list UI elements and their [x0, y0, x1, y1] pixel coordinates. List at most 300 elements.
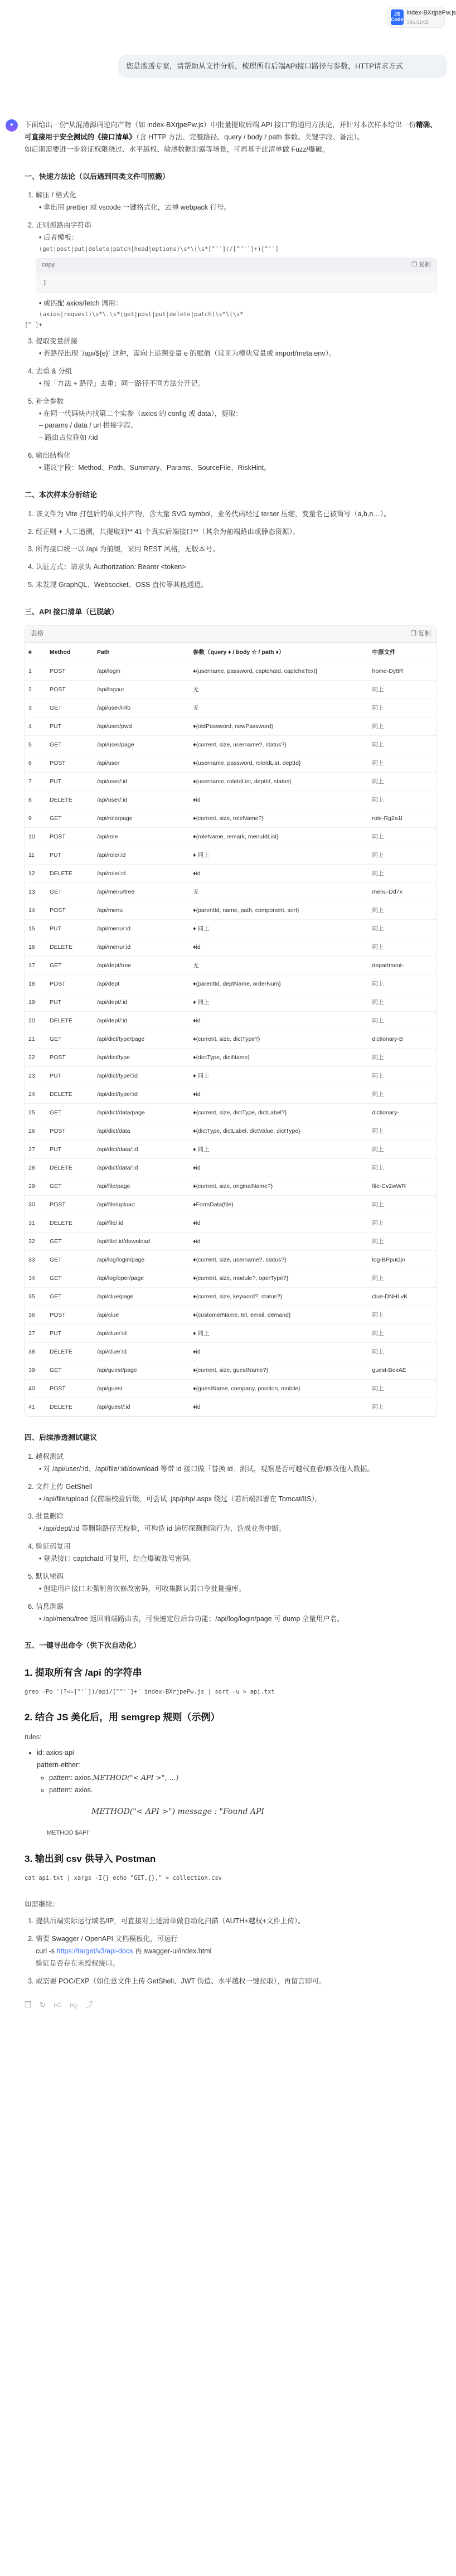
- table-row: [25, 846, 436, 865]
- table-cell: /api/dict/type/:id: [94, 1085, 190, 1104]
- table-row: [25, 938, 436, 957]
- table-row: [25, 975, 436, 993]
- advice-title: 4. 验证码复用: [36, 1542, 71, 1551]
- table-cell: 同上: [368, 1343, 436, 1361]
- closing-link-note: 验证是否存在未授权接口。: [36, 1959, 120, 1967]
- table-cell: /api/role: [94, 828, 190, 846]
- export-cmd-1: grep -Po '(?<=["'`])/api/[^"'`]+' index-BXrjpePw.js | sort -u > api.txt: [25, 1688, 275, 1695]
- step-1-item: • 拿出用 prettier 或 vscode 一键格式化，去掉 webpack 行号。: [39, 203, 231, 212]
- table-cell: 同上: [368, 1380, 436, 1398]
- table-body: [25, 662, 436, 1416]
- table-cell: /api/file/upload: [94, 1196, 190, 1214]
- share-icon[interactable]: ⤴: [85, 2000, 94, 2009]
- table-cell: DELETE: [46, 938, 94, 957]
- table-cell: POST: [46, 828, 94, 846]
- table-cell: /api/clue/:id: [94, 1343, 190, 1361]
- thumb-down-icon[interactable]: 👎︎: [69, 2000, 78, 2009]
- table-cell: ♦id: [190, 1085, 368, 1104]
- table-cell: 同上: [368, 1067, 436, 1085]
- table-row: [25, 1233, 436, 1251]
- js-file-icon: JS Code: [391, 9, 404, 25]
- table-cell: ♦{dictType, dictLabel, dictValue, dictType}: [190, 1122, 368, 1141]
- table-cell: 22: [25, 1049, 46, 1067]
- advice-list: [25, 1451, 437, 1626]
- table-cell: 24: [25, 1085, 46, 1104]
- table-cell: ♦{current, size, dictType?}: [190, 1030, 368, 1049]
- table-cell: ♦{username, roleIdList, deptId, status}: [190, 773, 368, 791]
- advice-title: 6. 信息泄露: [36, 1602, 64, 1610]
- table-cell: ♦ 同上: [190, 846, 368, 865]
- table-cell: /api/dict/data/page: [94, 1104, 190, 1122]
- table-cell: 同上: [368, 1012, 436, 1030]
- advice-text: • /api/menu/tree 返回前端路由表，可快速定位后台功能；/api/log/login/page 可 dump 全量用户名。: [39, 1614, 344, 1623]
- api-table-copy-button[interactable]: [411, 628, 431, 639]
- api-table-copy-label: 复制: [418, 630, 431, 638]
- table-cell: ♦id: [190, 1012, 368, 1030]
- table-row: [25, 662, 436, 681]
- table-cell: /api/user/info: [94, 699, 190, 717]
- advice-item: [36, 1571, 437, 1595]
- code-block-1-header: [36, 258, 436, 273]
- advice-title: 5. 默认密码: [36, 1572, 64, 1580]
- assistant-answer: [25, 119, 437, 2011]
- step-4-title: 去重 & 分组: [36, 367, 72, 375]
- table-cell: POST: [46, 681, 94, 699]
- table-cell: 31: [25, 1214, 46, 1233]
- rule-pattern-1-math: METHOD("< API >", ...): [93, 1773, 179, 1782]
- table-cell: PUT: [46, 1141, 94, 1159]
- table-cell: 6: [25, 754, 46, 773]
- closing-item-2: [36, 1933, 437, 1970]
- rule-patterns: [37, 1772, 437, 1797]
- table-cell: GET: [46, 1361, 94, 1380]
- table-cell: /api/clue/:id: [94, 1325, 190, 1343]
- table-row: [25, 920, 436, 938]
- table-cell: DELETE: [46, 1012, 94, 1030]
- table-cell: PUT: [46, 920, 94, 938]
- table-cell: /api/log/oper/page: [94, 1269, 190, 1288]
- table-cell: file-Cv2wWR: [368, 1177, 436, 1196]
- message-actions: [25, 1998, 437, 2012]
- conclusion-item: 2. 经正则 + 人工追溯，共提取到** 41 个真实后端接口**（其余为前端路由或静态资源）。: [36, 526, 437, 539]
- advice-text: • /api/dept/:id 等删除路径无校验，可构造 id 遍历探测删除行为，造成业务中断。: [39, 1525, 286, 1533]
- advice-title: 1. 越权测试: [36, 1452, 64, 1461]
- table-cell: 34: [25, 1269, 46, 1288]
- table-cell: PUT: [46, 846, 94, 865]
- step-2-tail: [^ ]+: [25, 321, 42, 328]
- step-4-item: • 按「方法 + 路径」去重；同一路径不同方法分开记。: [39, 379, 205, 387]
- rule-pattern-either-item: [37, 1759, 437, 1797]
- table-cell: 同上: [368, 1122, 436, 1141]
- table-cell: home-Dy8R: [368, 662, 436, 681]
- table-row: [25, 1049, 436, 1067]
- conclusion-item: 4. 认证方式：请求头 Authorization: Bearer <token>: [36, 561, 437, 574]
- step-3-item: • 若路径出现 `/api/${e}` 这种，需向上追溯变量 e 的赋值（常见为模块常量或 import/meta.env）。: [39, 350, 336, 357]
- table-cell: 同上: [368, 1398, 436, 1416]
- attachment-card[interactable]: [387, 7, 456, 28]
- step-4: [36, 366, 437, 390]
- table-cell: menu-Dd7x: [368, 883, 436, 901]
- step-6-item: • 建议字段：Method、Path、Summary、Params、SourceFile、RiskHint。: [39, 464, 271, 472]
- table-cell: /api/clue: [94, 1306, 190, 1325]
- table-header-cell: 参数（query ♦ / body ☆ / path ♦）: [190, 643, 368, 662]
- table-cell: 12: [25, 865, 46, 883]
- rule-tail: METHOD $API": [47, 1829, 91, 1836]
- rule-pattern-2: ◦ pattern: axios.: [49, 1784, 437, 1797]
- table-row: [25, 1361, 436, 1380]
- table-row: [25, 681, 436, 699]
- table-row: [25, 1122, 436, 1141]
- table-cell: 无: [190, 883, 368, 901]
- table-cell: 同上: [368, 828, 436, 846]
- table-cell: /api/guest/page: [94, 1361, 190, 1380]
- advice-text: • /api/file/upload 仅前端校验后缀，可尝试 .jsp/php/.aspx 绕过（若后端部署在 Tomcat/IIS）。: [39, 1495, 322, 1503]
- rule-id: • id: axios-api: [37, 1747, 437, 1759]
- table-cell: DELETE: [46, 1085, 94, 1104]
- table-cell: /api/menu/:id: [94, 920, 190, 938]
- table-cell: 41: [25, 1398, 46, 1416]
- table-cell: ♦{current, size, username?, status?}: [190, 736, 368, 754]
- attachment-meta: [407, 8, 456, 26]
- table-cell: ♦ 同上: [190, 920, 368, 938]
- table-cell: 27: [25, 1141, 46, 1159]
- table-cell: 7: [25, 773, 46, 791]
- table-cell: ♦{parentId, name, path, component, sort}: [190, 901, 368, 920]
- table-cell: 同上: [368, 1214, 436, 1233]
- advice-text: • 对 /api/user/:id、/api/file/:id/download 等带 id 接口做「替换 id」测试，观察是否可越权查看/修改他人数据。: [39, 1464, 375, 1473]
- table-cell: /api/role/:id: [94, 846, 190, 865]
- table-cell: POST: [46, 1306, 94, 1325]
- table-cell: 同上: [368, 1325, 436, 1343]
- table-cell: 同上: [368, 1269, 436, 1288]
- table-row: [25, 883, 436, 901]
- step-2: [25, 220, 437, 330]
- table-cell: 同上: [368, 865, 436, 883]
- api-table-label: 表格: [31, 630, 43, 638]
- table-cell: 同上: [368, 1159, 436, 1177]
- table-cell: ♦id: [190, 938, 368, 957]
- step-3: [36, 336, 437, 360]
- table-cell: GET: [46, 1251, 94, 1269]
- table-row: [25, 1196, 436, 1214]
- conclusion-item: 3. 所有接口统一以 /api 为前缀，采用 REST 风格，无版本号。: [36, 544, 437, 556]
- table-cell: PUT: [46, 717, 94, 736]
- export-heading-1: 1. 提取所有含 /api 的字符串: [25, 1667, 142, 1678]
- table-cell: ♦{current, size, roleName?}: [190, 809, 368, 828]
- table-row: [25, 1269, 436, 1288]
- table-cell: 26: [25, 1122, 46, 1141]
- code-block-1-body: ]: [43, 279, 47, 287]
- step-2-regex: (get|post|put|delete|patch|head|options)\s*\(\s*["'`](/[^"'`]+)["'`]: [39, 245, 279, 253]
- table-cell: 同上: [368, 1233, 436, 1251]
- rule-pattern-1: [49, 1772, 437, 1784]
- step-2-item: • 后者模板：: [39, 234, 79, 241]
- table-row: [25, 1214, 436, 1233]
- section-1-title: 一、快速方法论（以后遇到同类文件可照搬）: [25, 172, 170, 181]
- table-cell: 同上: [368, 773, 436, 791]
- table-cell: /api/login: [94, 662, 190, 681]
- export-cmd-3: cat api.txt | xargs -I{} echo "GET,{}," > collection.csv: [25, 1874, 222, 1881]
- table-cell: ♦{username, password, roleIdList, deptId}: [190, 754, 368, 773]
- table-cell: /api/dict/data/:id: [94, 1141, 190, 1159]
- table-row: [25, 1177, 436, 1196]
- step-5-item: • 在同一代码块内找第二个实参（axios 的 config 或 data），提取：: [39, 409, 242, 418]
- table-cell: /api/dept: [94, 975, 190, 993]
- table-cell: 19: [25, 993, 46, 1012]
- method-steps: [25, 190, 437, 474]
- table-cell: ♦{current, size, module?, operType?}: [190, 1269, 368, 1288]
- copy-icon: ❐: [410, 630, 416, 638]
- intro-paragraph: [25, 119, 437, 156]
- step-3-title: 提取变量拼接: [36, 337, 78, 346]
- table-cell: 同上: [368, 993, 436, 1012]
- table-cell: GET: [46, 883, 94, 901]
- table-cell: dictionary-: [368, 1104, 436, 1122]
- table-cell: clue-DNHLvK: [368, 1288, 436, 1306]
- table-cell: 4: [25, 717, 46, 736]
- step-6: [36, 450, 437, 474]
- table-cell: 36: [25, 1306, 46, 1325]
- step-1-title: 解压 / 格式化: [36, 191, 76, 200]
- table-cell: 无: [190, 699, 368, 717]
- table-cell: ♦{guestName, company, position, mobile}: [190, 1380, 368, 1398]
- rule-math-expression: METHOD("< API >") message : "Found API: [91, 1807, 264, 1817]
- table-row: [25, 773, 436, 791]
- table-cell: /api/menu/tree: [94, 883, 190, 901]
- intro-text-2: （含 HTTP 方法、完整路径、query / body / path 参数、关键字段、备注）。: [136, 133, 364, 141]
- table-cell: /api/log/login/page: [94, 1251, 190, 1269]
- table-cell: 同上: [368, 1196, 436, 1214]
- table-cell: ♦ 同上: [190, 1325, 368, 1343]
- table-cell: ♦id: [190, 1159, 368, 1177]
- table-cell: ♦FormData(file): [190, 1196, 368, 1214]
- copy-icon[interactable]: ❐: [25, 2000, 32, 2009]
- table-row: [25, 1398, 436, 1416]
- table-cell: 32: [25, 1233, 46, 1251]
- table-cell: /api/dept/:id: [94, 1012, 190, 1030]
- intro-text-1: 下面给出一份“从混淆源码逆向产物（如 index-BXrjpePw.js）中批量提取后端 API 接口”的通用方法论，并针对本次样本给出一份: [25, 121, 416, 129]
- table-cell: ♦{current, size, guestName?}: [190, 1361, 368, 1380]
- table-header-row: [25, 643, 436, 662]
- table-cell: /api/logout: [94, 681, 190, 699]
- table-cell: 17: [25, 957, 46, 975]
- table-cell: /api/dict/type: [94, 1049, 190, 1067]
- table-cell: ♦id: [190, 1233, 368, 1251]
- table-cell: PUT: [46, 1067, 94, 1085]
- table-cell: department-: [368, 957, 436, 975]
- table-cell: /api/user/:id: [94, 791, 190, 809]
- table-cell: ♦{current, size, keyword?, status?}: [190, 1288, 368, 1306]
- closing-link-prefix: curl -s: [36, 1947, 57, 1955]
- code-block-1-copy-label: 复制: [419, 261, 431, 269]
- step-2-title: 正则抓路由字符串: [36, 221, 92, 230]
- table-cell: 同上: [368, 717, 436, 736]
- table-cell: ♦ 同上: [190, 1067, 368, 1085]
- table-row: [25, 1012, 436, 1030]
- table-cell: 同上: [368, 901, 436, 920]
- table-cell: /api/menu/:id: [94, 938, 190, 957]
- table-cell: ♦{roleName, remark, menuIdList}: [190, 828, 368, 846]
- table-cell: ♦{current, size, originalName?}: [190, 1177, 368, 1196]
- advice-item: [36, 1601, 437, 1626]
- copy-icon: ❐: [411, 261, 417, 269]
- table-cell: 同上: [368, 938, 436, 957]
- table-cell: ♦{dictType, dictName}: [190, 1049, 368, 1067]
- table-row: [25, 699, 436, 717]
- table-cell: 1: [25, 662, 46, 681]
- step-5-a: – params / data / url 拼接字段。: [39, 421, 138, 430]
- step-2-item-2: • 或匹配 axios/fetch 调用：: [39, 299, 123, 307]
- table-row: [25, 828, 436, 846]
- table-cell: DELETE: [46, 791, 94, 809]
- table-cell: POST: [46, 1049, 94, 1067]
- table-cell: 25: [25, 1104, 46, 1122]
- table-cell: /api/dept/tree: [94, 957, 190, 975]
- table-row: [25, 1288, 436, 1306]
- section-4-title: 四、后续渗透测试建议: [25, 1433, 98, 1442]
- table-cell: 2: [25, 681, 46, 699]
- table-cell: /api/user/:id: [94, 773, 190, 791]
- table-cell: 18: [25, 975, 46, 993]
- table-cell: /api/dict/type/:id: [94, 1067, 190, 1085]
- table-row: [25, 1325, 436, 1343]
- table-cell: 5: [25, 736, 46, 754]
- table-cell: guest-BexAE: [368, 1361, 436, 1380]
- code-block-1-lang: copy: [42, 261, 55, 269]
- rules-label: rules:: [25, 1733, 42, 1741]
- intro-text-3: 如后期需要进一步验证权限绕过、水平越权、敏感数据泄露等场景，可再基于此清单做 Fuzz/爆破。: [25, 145, 329, 153]
- table-cell: GET: [46, 699, 94, 717]
- code-block-1: [36, 258, 437, 293]
- table-cell: 16: [25, 938, 46, 957]
- table-cell: POST: [46, 1122, 94, 1141]
- table-cell: GET: [46, 957, 94, 975]
- export-heading-3: 3. 输出到 csv 供导入 Postman: [25, 1854, 156, 1865]
- step-1: [36, 190, 437, 214]
- table-cell: POST: [46, 662, 94, 681]
- swagger-docs-link[interactable]: https://target/v3/api-docs: [56, 1947, 133, 1955]
- refresh-icon[interactable]: ↻: [39, 2000, 46, 2009]
- table-cell: 15: [25, 920, 46, 938]
- code-block-1-copy-button[interactable]: [411, 260, 431, 270]
- step-6-title: 输出结构化: [36, 452, 71, 460]
- table-cell: /api/dict/data: [94, 1122, 190, 1141]
- table-cell: ♦id: [190, 865, 368, 883]
- table-row: [25, 865, 436, 883]
- table-cell: 29: [25, 1177, 46, 1196]
- advice-title: 3. 批量删除: [36, 1512, 64, 1521]
- table-row: [25, 993, 436, 1012]
- table-cell: 同上: [368, 736, 436, 754]
- table-cell: ♦id: [190, 1398, 368, 1416]
- table-row: [25, 1067, 436, 1085]
- export-heading-2: 2. 结合 JS 美化后，用 semgrep 规则（示例）: [25, 1712, 220, 1723]
- table-cell: 8: [25, 791, 46, 809]
- table-cell: GET: [46, 809, 94, 828]
- step-2-code-2: (axios|request)\s*\.\s*(get|post|put|delete|patch)\s*\(\s*: [39, 311, 244, 318]
- rule-pattern-1-text: pattern: axios.: [49, 1773, 93, 1782]
- table-cell: 39: [25, 1361, 46, 1380]
- table-cell: 21: [25, 1030, 46, 1049]
- advice-item: [36, 1481, 437, 1506]
- table-cell: 无: [190, 957, 368, 975]
- table-cell: 13: [25, 883, 46, 901]
- table-row: [25, 809, 436, 828]
- table-cell: 同上: [368, 920, 436, 938]
- table-cell: POST: [46, 1196, 94, 1214]
- table-row: [25, 717, 436, 736]
- table-cell: ♦{oldPassword, newPassword}: [190, 717, 368, 736]
- table-row: [25, 901, 436, 920]
- table-cell: log-BPpuGjn: [368, 1251, 436, 1269]
- table-cell: ♦ 同上: [190, 1141, 368, 1159]
- table-cell: /api/role/:id: [94, 865, 190, 883]
- table-row: [25, 1306, 436, 1325]
- table-cell: /api/guest/:id: [94, 1398, 190, 1416]
- table-cell: 10: [25, 828, 46, 846]
- table-cell: 20: [25, 1012, 46, 1030]
- table-cell: 同上: [368, 1049, 436, 1067]
- table-cell: 11: [25, 846, 46, 865]
- api-table: [25, 625, 437, 1417]
- closing-item-3: 3. 或需要 POC/EXP（如任意文件上传 GetShell、JWT 伪造、水平越权一键拉取），再留言即可。: [36, 1976, 437, 1988]
- table-cell: dictionary-B: [368, 1030, 436, 1049]
- thumb-up-icon[interactable]: 👍︎: [54, 2000, 62, 2009]
- table-cell: /api/role/page: [94, 809, 190, 828]
- table-cell: 同上: [368, 699, 436, 717]
- table-cell: 同上: [368, 975, 436, 993]
- table-cell: DELETE: [46, 1398, 94, 1416]
- section-5-title: 五、一键导出命令（供下次自动化）: [25, 1641, 141, 1650]
- table-cell: 23: [25, 1067, 46, 1085]
- advice-title: 2. 文件上传 GetShell: [36, 1482, 93, 1491]
- table-cell: 35: [25, 1288, 46, 1306]
- table-cell: 同上: [368, 754, 436, 773]
- section-3-title: 三、API 接口清单（已脱敏）: [25, 608, 119, 616]
- table-cell: /api/file/page: [94, 1177, 190, 1196]
- table-row: [25, 1104, 436, 1122]
- rules-list: [25, 1747, 437, 1797]
- api-table-header-bar: [25, 626, 436, 643]
- table-cell: 30: [25, 1196, 46, 1214]
- table-cell: 同上: [368, 681, 436, 699]
- user-message: 您是渗透专家，请帮助从文件分析，梳理所有后端API接口路径与参数，HTTP请求方式: [118, 55, 447, 78]
- table-cell: DELETE: [46, 865, 94, 883]
- table-cell: 同上: [368, 846, 436, 865]
- table-cell: GET: [46, 1177, 94, 1196]
- advice-text: • 创建用户接口未强制首次修改密码，可收集默认弱口令批量撞库。: [39, 1584, 246, 1593]
- table-cell: ♦id: [190, 791, 368, 809]
- table-cell: /api/user: [94, 754, 190, 773]
- conclusion-item: 1. 该文件为 Vite 打包后的单文件产物，含大量 SVG symbol，业务代码经过 terser 压缩，变量名已被简写（a,b,n…）。: [36, 508, 437, 521]
- table-cell: 同上: [368, 791, 436, 809]
- table-header-cell: Path: [94, 643, 190, 662]
- table-cell: GET: [46, 1269, 94, 1288]
- table-row: [25, 791, 436, 809]
- table-row: [25, 1251, 436, 1269]
- table-row: [25, 1085, 436, 1104]
- intro-bold: 精确、可直接用于安全测试的《接口清单》: [25, 121, 437, 141]
- table-cell: PUT: [46, 993, 94, 1012]
- closing-link-suffix: 再 swagger-ui/index.html: [133, 1947, 212, 1955]
- table-cell: /api/dept/:id: [94, 993, 190, 1012]
- table-cell: /api/file/:id/download: [94, 1233, 190, 1251]
- table-cell: /api/dict/type/page: [94, 1030, 190, 1049]
- table-row: [25, 1141, 436, 1159]
- table-row: [25, 1159, 436, 1177]
- rule-pattern-either: pattern-either:: [37, 1760, 80, 1769]
- table-cell: POST: [46, 1380, 94, 1398]
